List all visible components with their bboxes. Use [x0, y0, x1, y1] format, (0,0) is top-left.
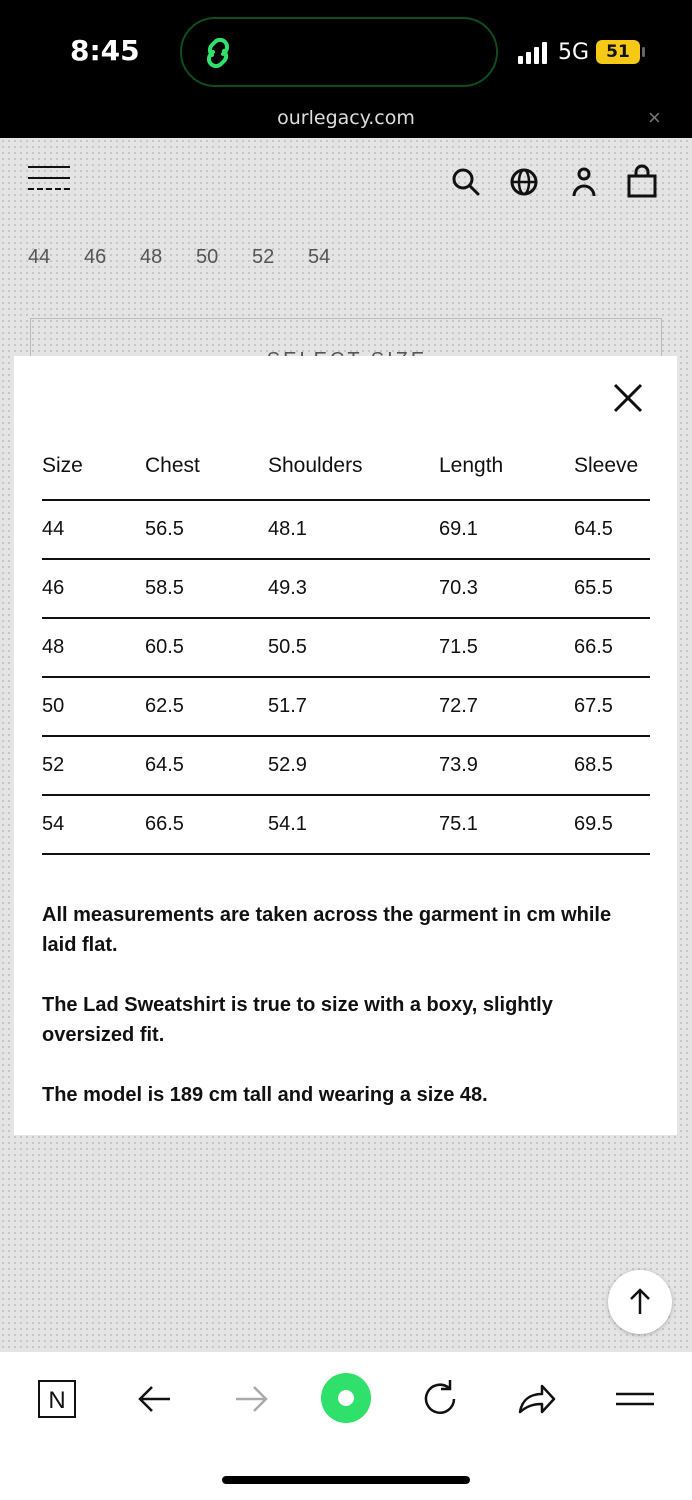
- url-text[interactable]: ourlegacy.com: [277, 107, 415, 129]
- header-icons: [448, 164, 668, 200]
- cell-size: 50: [42, 677, 145, 736]
- table-row: [42, 500, 650, 559]
- browser-toolbar: [0, 1352, 692, 1500]
- signal-bars-icon: [516, 42, 552, 64]
- cell-shoulders: 48.1: [268, 500, 439, 559]
- table-header-row: [42, 452, 650, 500]
- cell-chest: 56.5: [145, 500, 268, 559]
- menu-icon[interactable]: [610, 1374, 660, 1424]
- dynamic-island[interactable]: [180, 17, 498, 87]
- forward-arrow-icon[interactable]: [226, 1374, 276, 1424]
- account-icon[interactable]: [566, 164, 602, 200]
- table-row: [42, 736, 650, 795]
- note-model: The model is 189 cm tall and wearing a size 48.: [42, 1084, 488, 1106]
- battery-tip: [642, 47, 645, 57]
- size-option-50[interactable]: 50: [196, 246, 219, 268]
- size-option-44[interactable]: 44: [28, 246, 51, 268]
- svg-text:N: N: [48, 1387, 66, 1414]
- hamburger-menu-icon[interactable]: [28, 166, 70, 192]
- size-chart-table: [42, 452, 650, 855]
- network-type: 5G: [558, 40, 590, 65]
- cell-sleeve: 69.5: [574, 795, 650, 854]
- cell-length: 70.3: [439, 559, 574, 618]
- table-row: [42, 618, 650, 677]
- cell-length: 73.9: [439, 736, 574, 795]
- header-sleeve: Sleeve: [574, 452, 650, 500]
- home-indicator[interactable]: [222, 1476, 470, 1484]
- cell-shoulders: 49.3: [268, 559, 439, 618]
- cell-chest: 64.5: [145, 736, 268, 795]
- size-option-54[interactable]: 54: [308, 246, 331, 268]
- header-size: Size: [42, 452, 145, 500]
- header-shoulders: Shoulders: [268, 452, 439, 500]
- cell-chest: 66.5: [145, 795, 268, 854]
- bag-icon[interactable]: [624, 164, 660, 200]
- header-chest: Chest: [145, 452, 268, 500]
- share-icon[interactable]: [512, 1374, 562, 1424]
- link-chain-icon: [198, 33, 238, 73]
- cell-size: 52: [42, 736, 145, 795]
- cell-shoulders: 52.9: [268, 736, 439, 795]
- back-arrow-icon[interactable]: [130, 1374, 180, 1424]
- home-circle-icon[interactable]: [320, 1372, 372, 1424]
- status-bar: [0, 0, 692, 100]
- cell-sleeve: 65.5: [574, 559, 650, 618]
- cell-length: 69.1: [439, 500, 574, 559]
- cell-sleeve: 67.5: [574, 677, 650, 736]
- cell-length: 71.5: [439, 618, 574, 677]
- cell-sleeve: 68.5: [574, 736, 650, 795]
- table-row: [42, 559, 650, 618]
- size-option-46[interactable]: 46: [84, 246, 107, 268]
- notion-icon[interactable]: [34, 1374, 84, 1424]
- reload-icon[interactable]: [416, 1374, 466, 1424]
- size-option-52[interactable]: 52: [252, 246, 275, 268]
- close-icon[interactable]: [612, 382, 644, 414]
- battery-indicator: 51: [596, 40, 640, 64]
- size-guide-notes: [42, 900, 632, 1140]
- cell-chest: 60.5: [145, 618, 268, 677]
- scroll-to-top-button[interactable]: [608, 1270, 672, 1334]
- cell-shoulders: 50.5: [268, 618, 439, 677]
- table-row: [42, 795, 650, 854]
- note-measurements: All measurements are taken across the garment in cm while laid flat.: [42, 904, 612, 956]
- note-fit: The Lad Sweatshirt is true to size with a boxy, slightly oversized fit.: [42, 994, 553, 1046]
- search-icon[interactable]: [448, 164, 484, 200]
- arrow-up-icon: [626, 1286, 654, 1318]
- clock: 8:45: [70, 34, 140, 67]
- cell-size: 48: [42, 618, 145, 677]
- size-options: [28, 246, 364, 269]
- cell-sleeve: 64.5: [574, 500, 650, 559]
- cell-size: 46: [42, 559, 145, 618]
- cell-size: 54: [42, 795, 145, 854]
- cell-length: 72.7: [439, 677, 574, 736]
- cell-sleeve: 66.5: [574, 618, 650, 677]
- cell-chest: 62.5: [145, 677, 268, 736]
- header-length: Length: [439, 452, 574, 500]
- globe-icon[interactable]: [506, 164, 542, 200]
- url-bar[interactable]: [0, 100, 692, 138]
- cell-size: 44: [42, 500, 145, 559]
- cell-length: 75.1: [439, 795, 574, 854]
- table-row: [42, 677, 650, 736]
- cell-chest: 58.5: [145, 559, 268, 618]
- cell-shoulders: 54.1: [268, 795, 439, 854]
- size-guide-modal: [14, 356, 677, 1135]
- size-option-48[interactable]: 48: [140, 246, 163, 268]
- close-icon[interactable]: ×: [648, 105, 661, 130]
- cell-shoulders: 51.7: [268, 677, 439, 736]
